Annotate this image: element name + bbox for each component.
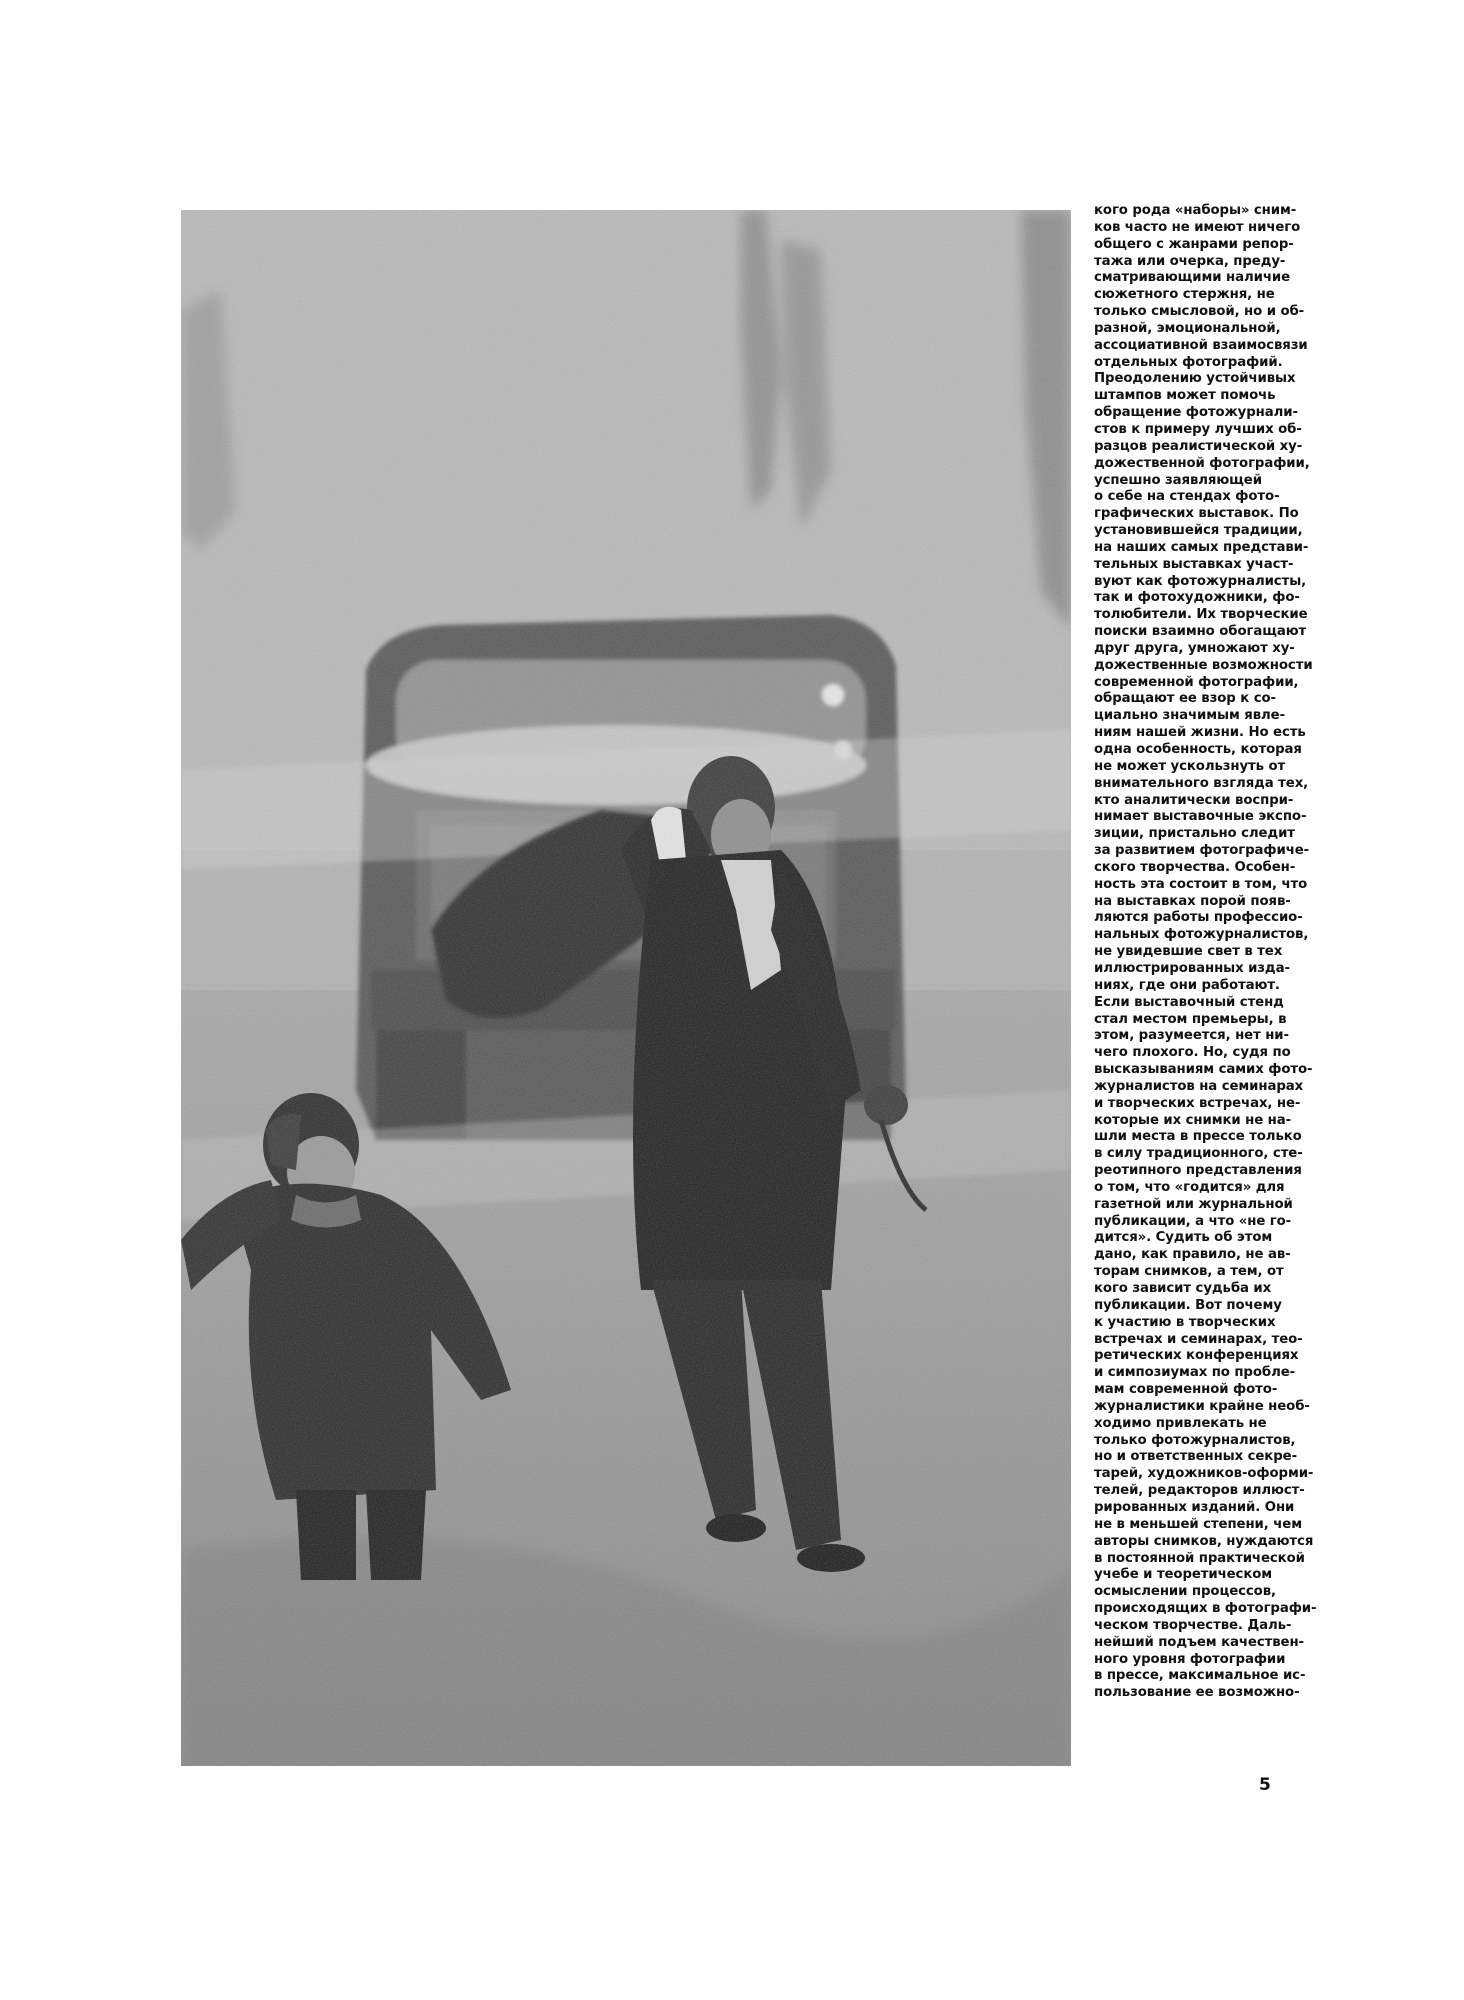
body-line: ассоциативной взаимосвязи (1094, 337, 1308, 353)
body-line: о себе на стендах фото- (1094, 489, 1280, 505)
body-line: но и ответственных секре- (1094, 1449, 1297, 1465)
body-line: кого зависит судьба их (1094, 1281, 1272, 1296)
body-line: так и фотохудожники, фо- (1094, 590, 1300, 606)
body-line: графических выставок. По (1094, 506, 1299, 522)
body-line: внимательного взгляда тех, (1094, 775, 1309, 791)
body-line: только смысловой, но и об- (1094, 304, 1305, 320)
body-line: мам современной фото- (1094, 1382, 1278, 1398)
body-line: учебе и теоретическом (1094, 1567, 1273, 1583)
body-line: журналистики крайне необ- (1094, 1398, 1310, 1414)
body-line: поиски взаимно обогащают (1094, 624, 1307, 640)
body-line: зиции, пристально следит (1094, 826, 1295, 842)
body-line: нимает выставочные экспо- (1094, 809, 1307, 825)
body-line: ческом творчестве. Даль- (1094, 1617, 1292, 1633)
body-line: журналистов на семинарах (1094, 1078, 1304, 1094)
body-line: ков часто не имеют ничего (1094, 219, 1301, 235)
body-line: друг друга, умножают ху- (1094, 640, 1295, 656)
body-line: дожественной фотографии, (1094, 455, 1310, 471)
body-line: дано, как правило, не ав- (1094, 1247, 1291, 1263)
body-line: успешно заявляющей (1094, 472, 1262, 488)
body-line: рированных изданий. Они (1094, 1499, 1295, 1515)
body-line: не в меньшей степени, чем (1094, 1516, 1302, 1532)
body-line: одна особенность, которая (1094, 742, 1302, 757)
body-line: дится». Судить об этом (1094, 1230, 1273, 1246)
body-line: толюбители. Их творческие (1094, 607, 1308, 623)
body-line: только фотожурналистов, (1094, 1432, 1296, 1448)
body-line: на выставках порой появ- (1094, 893, 1291, 909)
body-line: на наших самых представи- (1094, 539, 1309, 555)
body-line: циально значимым явле- (1094, 708, 1285, 724)
body-line: тельных выставках участ- (1094, 556, 1294, 572)
body-line: ного уровня фотографии (1094, 1651, 1286, 1667)
body-line: общего с жанрами репор- (1094, 236, 1294, 252)
body-line: сматривающими наличие (1094, 270, 1290, 286)
body-line: ность эта состоит в том, что (1094, 876, 1308, 892)
body-line: встречах и семинарах, тео- (1094, 1331, 1303, 1347)
body-line: в постоянной практической (1094, 1550, 1305, 1566)
body-line: тарей, художников-оформи- (1094, 1466, 1314, 1482)
body-line: и творческих встречах, не- (1094, 1095, 1301, 1111)
body-line: разцов реалистической ху- (1094, 438, 1303, 454)
body-line: торам снимков, а тем, от (1094, 1264, 1284, 1280)
body-line: к участию в творческих (1094, 1314, 1276, 1330)
body-line: ниям нашей жизни. Но есть (1094, 725, 1306, 741)
body-line: современной фотографии, (1094, 674, 1299, 690)
article-body-column (1094, 203, 1324, 1702)
body-line: в силу традиционного, сте- (1094, 1146, 1303, 1162)
body-line: чего плохого. Но, судя по (1094, 1045, 1291, 1061)
body-line: иллюстрированных изда- (1094, 960, 1290, 976)
body-line: отдельных фотографий. (1094, 354, 1283, 370)
body-line: осмыслении процессов, (1094, 1584, 1276, 1600)
body-line: за развитием фотографиче- (1094, 843, 1310, 859)
body-line: происходящих в фотографи- (1094, 1601, 1317, 1617)
body-line: и симпозиумах по пробле- (1094, 1365, 1296, 1381)
body-line: ниях, где они работают. (1094, 977, 1280, 993)
body-line: газетной или журнальной (1094, 1196, 1293, 1212)
body-line: Если выставочный стенд (1094, 994, 1284, 1010)
body-line: ляются работы профессио- (1094, 910, 1303, 926)
body-line: нальных фотожурналистов, (1094, 927, 1309, 943)
body-line: ретических конференциях (1094, 1348, 1299, 1364)
body-line: стал местом премьеры, в (1094, 1011, 1287, 1027)
body-line: Преодолению устойчивых (1094, 371, 1296, 387)
body-line: телей, редакторов иллюст- (1094, 1483, 1305, 1499)
body-line: публикации, а что «не го- (1094, 1213, 1292, 1229)
body-line: авторы снимков, нуждаются (1094, 1533, 1314, 1549)
body-line: пользование ее возможно- (1094, 1685, 1300, 1701)
body-line: вуют как фотожурналисты, (1094, 573, 1307, 589)
body-line: которые их снимки не на- (1094, 1112, 1292, 1128)
body-line: ходимо привлекать не (1094, 1415, 1267, 1431)
page-number: 5 (1259, 1775, 1271, 1795)
body-line: тажа или очерка, преду- (1094, 253, 1286, 269)
body-line: этом, разумеется, нет ни- (1094, 1028, 1289, 1044)
body-line: публикации. Вот почему (1094, 1297, 1282, 1313)
body-line: реотипного представления (1094, 1163, 1302, 1179)
body-line: сюжетного стержня, не (1094, 287, 1275, 303)
body-line: о том, что «годится» для (1094, 1179, 1285, 1195)
body-line: разной, эмоциональной, (1094, 320, 1281, 336)
body-line: кто аналитически воспри- (1094, 792, 1294, 808)
body-line: высказываниям самих фото- (1094, 1062, 1313, 1078)
body-line: обращение фотожурнали- (1094, 405, 1298, 421)
body-line: обращают ее взор к со- (1094, 691, 1276, 707)
body-line: не может ускользнуть от (1094, 758, 1286, 774)
body-line: дожественные возможности (1094, 657, 1313, 673)
body-line: кого рода «наборы» сним- (1094, 203, 1297, 218)
body-line: не увидевшие свет в тех (1094, 944, 1283, 960)
body-line: стов к примеру лучших об- (1094, 421, 1302, 437)
body-line: в прессе, максимальное ис- (1094, 1668, 1306, 1684)
body-line: нейший подъем качествен- (1094, 1634, 1304, 1650)
photograph-two-men-and-truck-in-snowstorm-icon (181, 210, 1071, 1766)
body-line: шли места в прессе только (1094, 1129, 1302, 1145)
body-line: штампов может помочь (1094, 388, 1276, 404)
snowstorm-photograph (181, 210, 1071, 1766)
body-line: установившейся традиции, (1094, 523, 1303, 539)
body-line: ского творчества. Особен- (1094, 859, 1296, 875)
